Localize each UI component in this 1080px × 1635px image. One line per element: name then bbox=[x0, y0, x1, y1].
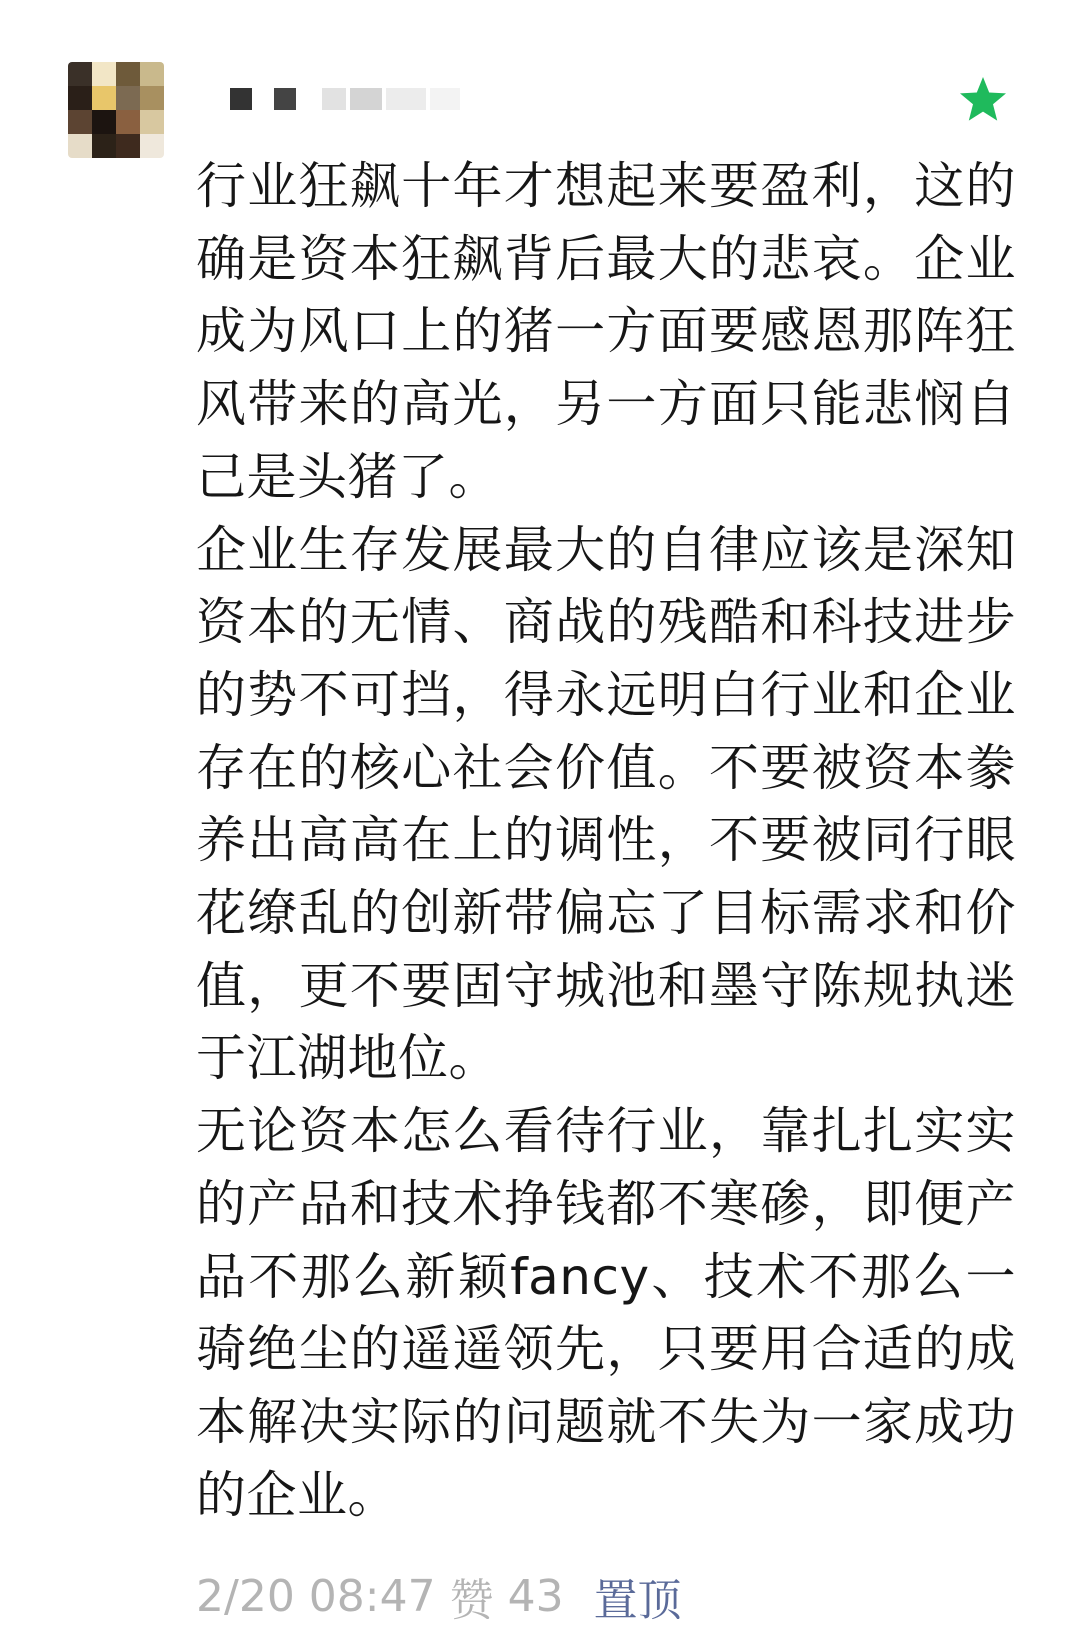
avatar[interactable] bbox=[68, 62, 164, 158]
star-icon[interactable] bbox=[958, 74, 1008, 124]
likes-label[interactable]: 赞 bbox=[449, 1575, 494, 1626]
comment-paragraph: 无论资本怎么看待行业，靠扎扎实实的产品和技术挣钱都不寒碜，即便产品不那么新颖fancy、技术不那么一骑绝尘的遥遥领先，只要用合适的成本解决实际的问题就不失为一家成功的企业。 bbox=[196, 1102, 1016, 1524]
comment-paragraph: 企业生存发展最大的自律应该是深知资本的无情、商战的残酷和科技进步的势不可挡，得永远明白行业和企业存在的核心社会价值。不要被资本豢养出高高在上的调性，不要被同行眼花缭乱的创新带偏忘了目标需求和价值，更不要固守城池和墨守陈规执迷于江湖地位。 bbox=[196, 520, 1016, 1088]
comment-paragraph: 行业狂飙十年才想起来要盈利，这的确是资本狂飙背后最大的悲哀。企业成为风口上的猪一方面要感恩那阵狂风带来的高光，另一方面只能悲悯自己是头猪了。 bbox=[196, 157, 1016, 506]
pin-button[interactable]: 置顶 bbox=[593, 1575, 682, 1626]
comment-meta bbox=[196, 1566, 682, 1626]
timestamp: 2/20 08:47 bbox=[196, 1570, 436, 1622]
comment-body bbox=[196, 150, 1016, 1531]
likes-count: 43 bbox=[507, 1570, 564, 1622]
author-name-redacted[interactable] bbox=[230, 84, 510, 114]
